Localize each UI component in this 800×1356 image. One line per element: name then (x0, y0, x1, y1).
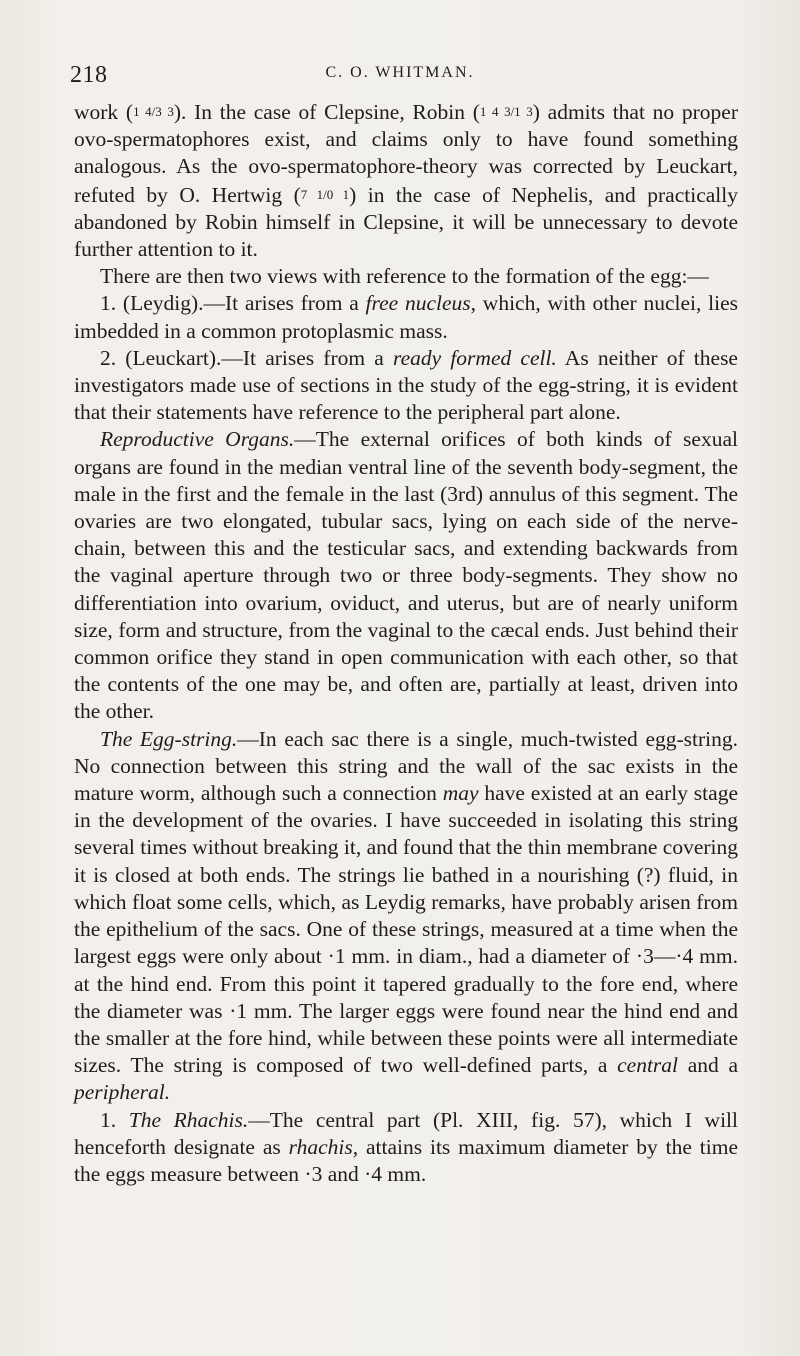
text-run: 2. (Leuckart).—It arises from a (100, 345, 393, 370)
text-run: work ( (74, 100, 134, 124)
italic-text: central (617, 1053, 679, 1078)
text-run: ) in the case of Nephelis, and practically abandoned by Robin himself in Clepsine, it will be unnecessary to devote further attention to it. (74, 182, 738, 262)
italic-text: peripheral. (74, 1080, 171, 1105)
italic-text: rhachis, (288, 1134, 359, 1159)
body-text (74, 98, 738, 1188)
italic-text: The Egg-string. (100, 726, 238, 751)
text-run: 1. (100, 1107, 129, 1132)
paragraph (74, 345, 738, 427)
italic-text: may (442, 781, 479, 806)
citation-fraction: 7 1/0 1 (300, 186, 350, 202)
paragraph (74, 726, 738, 1107)
text-run: —In each sac there is a single, much-twisted egg-string. No connection between this string and the wall of the sac exists in the mature worm, although such a connection (74, 726, 738, 806)
text-run: —The external orifices of both kinds of sexual organs are found in the median ventral line of the seventh body-segment, the male in the first and the female in the last (3rd) annulus of this segment. The ovaries are two elongated, tubular sacs, lying on each side of the nerve-chain, between this and the testicular sacs, and extending backwards from the vaginal aperture through two or three body-segments. They show no differentiation into ovarium, oviduct, and uterus, but are of nearly uniform size, form and structure, from the vaginal to the cæcal ends. Just behind their common orifice they stand in open communication with each other, so that the contents of the one may be, and often are, partially at least, driven into the other. (74, 427, 738, 724)
text-run: , which, with other nuclei, lies imbedded in a common protoplasmic mass. (74, 291, 738, 343)
paragraph (74, 98, 738, 263)
citation-fraction: 1 4/3 3 (133, 104, 174, 119)
page-header (60, 54, 740, 94)
paragraph (74, 290, 738, 344)
italic-text: ready formed cell. (393, 345, 557, 370)
citation-fraction: 1 4 3/1 3 (479, 104, 533, 119)
text-run: There are then two views with reference to the formation of the egg:— (100, 264, 709, 289)
text-run: As neither of these investigators made use of sections in the study of the egg-string, it is evident that their statements have reference to the peripheral part alone. (74, 345, 738, 425)
paragraph (74, 263, 738, 290)
text-run: 1. (Leydig).—It arises from a (100, 291, 366, 316)
italic-text: Reproductive Organs. (100, 427, 295, 452)
italic-text: The Rhachis. (128, 1107, 249, 1132)
text-run: ) admits that no proper ovo-spermatophores exist, and claims only to have found something analogous. As the ovo-spermatophore-theory was corrected by Leuckart, refuted by O. Hertwig ( (74, 100, 738, 207)
text-run: attains its maximum diameter by the time the eggs measure between ·3 and ·4 mm. (74, 1134, 738, 1186)
paragraph (74, 1107, 738, 1189)
text-run: have existed at an early stage in the development of the ovaries. I have succeeded in isolating this string several times without breaking it, and found that the thin membrane covering it is closed at both ends. The strings lie bathed in a nourishing (?) fluid, in which float some cells, which, as Leydig remarks, have probably arisen from the epithelium of the sacs. One of these strings, measured at a time when the largest eggs were only about ·1 mm. in diam., had a diameter of ·3—·4 mm. at the hind end. From this point it tapered gradually to the fore end, where the diameter was ·1 mm. The larger eggs were found near the hind end and the smaller at the fore hind, while between these points were all intermediate sizes. The string is composed of two well-defined parts, a (74, 781, 738, 1078)
page-number: 218 (70, 62, 108, 88)
paragraph (74, 426, 738, 725)
text-run: —The central part (Pl. XIII, fig. 57), which I will henceforth designate as (74, 1107, 738, 1159)
text-run: and a (678, 1053, 738, 1078)
text-run: ). In the case of Clepsine, Robin ( (173, 100, 480, 124)
italic-text: free nucleus (365, 291, 471, 316)
running-head: C. O. WHITMAN. (325, 64, 475, 81)
